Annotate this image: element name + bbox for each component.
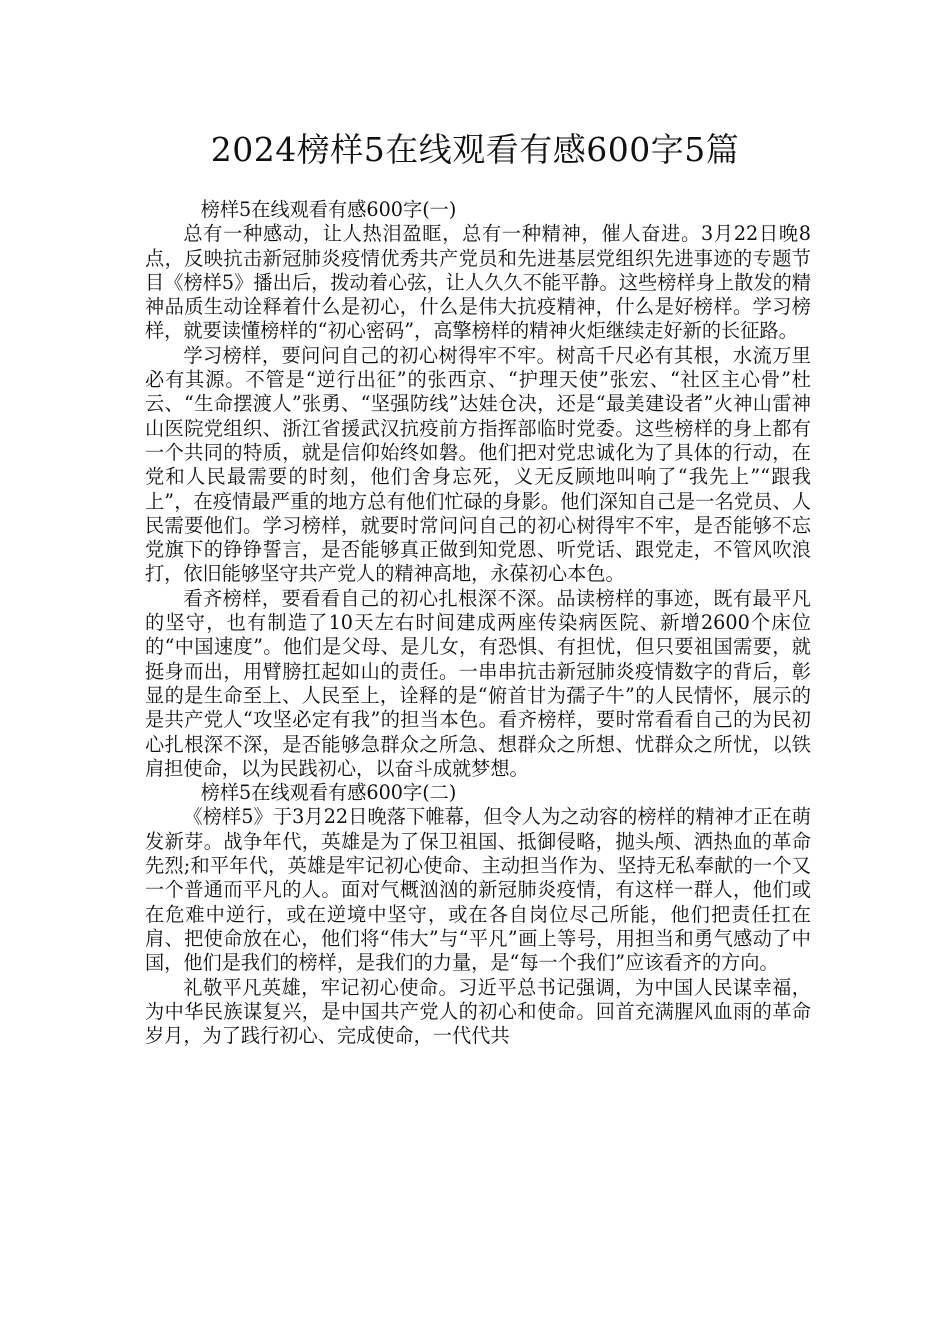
section-heading-2: 榜样5在线观看有感600字(二) [200, 781, 457, 805]
paragraph: 《榜样5》于3月22日晚落下帷幕，但令人为之动容的榜样的精神才正在萌发新芽。战争年代，英雄是为了保卫祖国、抵御侵略，抛头颅、洒热血的革命先烈;和平年代，英雄是牢记初心使命、主动担当作为、坚持无私奉献的一个又一个普通而平凡的人。面对气概汹汹的新冠肺炎疫情，有这样一群人，他们或在危难中逆行，或在逆境中坚守，或在各自岗位尽己所能，他们把责任扛在肩、把使命放在心，他们将“伟大”与“平凡”画上等号，用担当和勇气感动了中国，他们是我们的榜样，是我们的力量，是“每一个我们”应该看齐的方向。 [145, 805, 811, 975]
document-body [145, 198, 811, 1048]
document-title: 2024榜样5在线观看有感600字5篇 [210, 130, 740, 169]
paragraph: 总有一种感动，让人热泪盈眶，总有一种精神，催人奋进。3月22日晚8点，反映抗击新冠肺炎疫情优秀共产党员和先进基层党组织先进事迹的专题节目《榜样5》播出后，拨动着心弦，让人久久不能平静。这些榜样身上散发的精神品质生动诠释着什么是初心，什么是伟大抗疫精神，什么是好榜样。学习榜样，就要读懂榜样的“初心密码”，高擎榜样的精神火炬继续走好新的长征路。 [145, 222, 811, 343]
paragraph: 礼敬平凡英雄，牢记初心使命。习近平总书记强调，为中国人民谋幸福，为中华民族谋复兴，是中国共产党人的初心和使命。回首充满腥风血雨的革命岁月，为了践行初心、完成使命，一代代共 [145, 975, 811, 1048]
paragraph: 看齐榜样，要看看自己的初心扎根深不深。品读榜样的事迹，既有最平凡的坚守，也有制造了10天左右时间建成两座传染病医院、新增2600个床位的“中国速度”。他们是父母、是儿女，有恐惧、有担忧，但只要祖国需要，就挺身而出，用臂膀扛起如山的责任。一串串抗击新冠肺炎疫情数字的背后，彰显的是生命至上、人民至上，诠释的是“俯首甘为孺子牛”的人民情怀，展示的是共产党人“攻坚必定有我”的担当本色。看齐榜样，要时常看看自己的为民初心扎根深不深，是否能够急群众之所急、想群众之所想、忧群众之所忧，以铁肩担使命，以为民践初心，以奋斗成就梦想。 [145, 586, 811, 780]
section-heading-1: 榜样5在线观看有感600字(一) [200, 198, 457, 221]
paragraph: 学习榜样，要问问自己的初心树得牢不牢。树高千尺必有其根，水流万里必有其源。不管是“逆行出征”的张西京、“护理天使”张宏、“社区主心骨”杜云、“生命摆渡人”张勇、“坚强防线”达娃仓决，还是“最美建设者”火神山雷神山医院党组织、浙江省援武汉抗疫前方指挥部临时党委。这些榜样的身上都有一个共同的特质，就是信仰始终如磐。他们把对党忠诚化为了具体的行动，在党和人民最需要的时刻，他们舍身忘死，义无反顾地叫响了“我先上”“跟我上”，在疫情最严重的地方总有他们忙碌的身影。他们深知自己是一名党员、人民需要他们。学习榜样，就要时常问问自己的初心树得牢不牢，是否能够不忘党旗下的铮铮誓言，是否能够真正做到知党恩、听党话、跟党走，不管风吹浪打，依旧能够坚守共产党人的精神高地，永葆初心本色。 [145, 343, 811, 586]
